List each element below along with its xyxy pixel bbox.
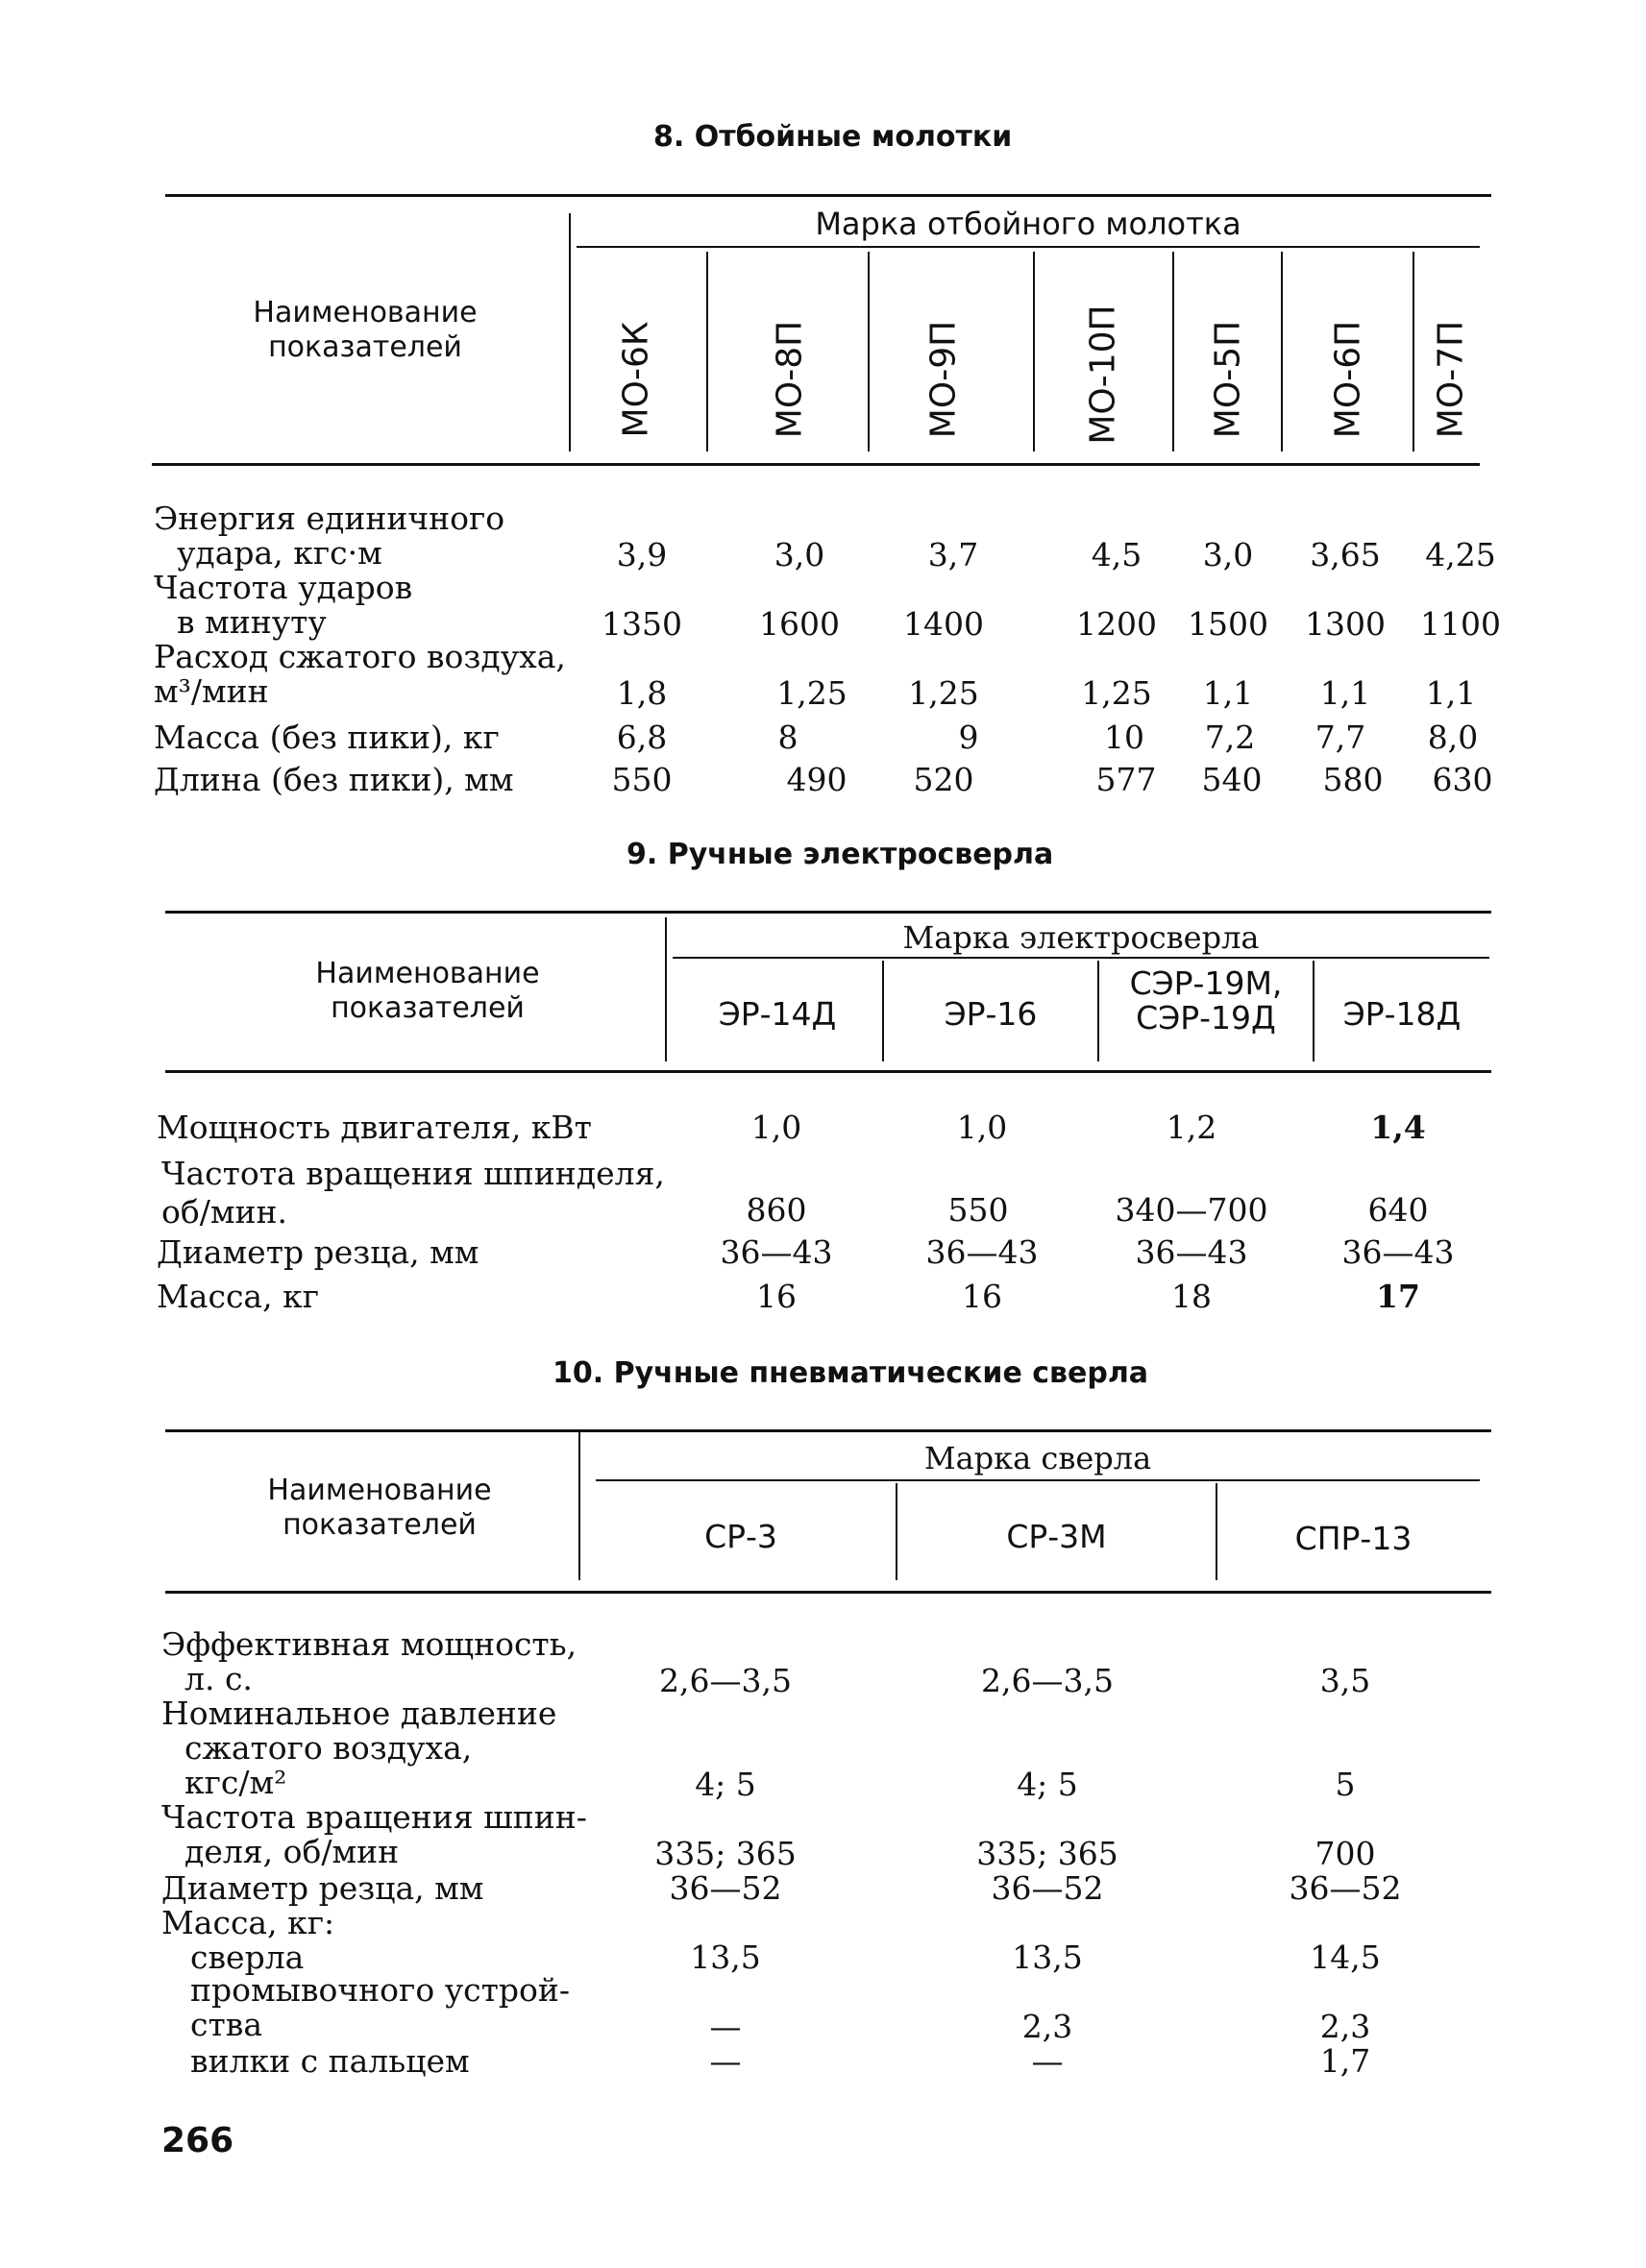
table9-cell: 1,0 — [956, 1109, 1008, 1146]
table9-cell: 1,2 — [1166, 1109, 1217, 1146]
table9-top-rule — [165, 911, 1491, 914]
table8-cell: 1200 — [1076, 605, 1157, 643]
table10-cell: 2,6—3,5 — [981, 1662, 1114, 1699]
table8-brand-divider — [1033, 252, 1035, 451]
table10-top-rule — [165, 1429, 1491, 1432]
table8-brand-divider — [1281, 252, 1283, 451]
table8-cell: 3,9 — [616, 536, 668, 573]
table10-brand: СР-3 — [704, 1518, 777, 1555]
table9-cell: 1,0 — [750, 1109, 802, 1146]
table8-caption: 8. Отбойные молотки — [653, 120, 1013, 154]
table10-row-label: Номинальное давление сжатого воздуха, кгс/м² — [161, 1695, 557, 1801]
table8-cell: 3,0 — [1202, 536, 1254, 573]
table9-cell: 16 — [756, 1278, 797, 1315]
table9-row-label: Диаметр резца, мм — [157, 1233, 479, 1271]
table10-cell: 2,3 — [1319, 2008, 1371, 2045]
table9-header-rule — [165, 1070, 1491, 1073]
table9-cell: 36—43 — [720, 1233, 833, 1271]
table8-cell: 1,25 — [1081, 674, 1152, 712]
table9-brand: СЭР-19М, СЭР-19Д — [1129, 964, 1283, 1036]
table8-row-label: Энергия единичного удара, кгс·м — [154, 500, 505, 572]
table8-brand: МО-6К — [616, 321, 656, 438]
table8-cell: 520 — [913, 761, 974, 798]
table8-cell: 1400 — [903, 605, 984, 643]
table9-header-label: Наименование показателей — [315, 957, 540, 1025]
table10-brand: СР-3М — [1006, 1518, 1107, 1555]
table10-cell: 36—52 — [991, 1869, 1104, 1907]
table9-caption: 9. Ручные электросверла — [626, 838, 1054, 871]
table8-cell: 6,8 — [616, 719, 668, 756]
table9-group-rule — [673, 957, 1489, 959]
table9-cell: 860 — [746, 1191, 807, 1229]
table9-cell: 1,4 — [1370, 1109, 1426, 1146]
table9-cell: 16 — [962, 1278, 1002, 1315]
table9-group-header: Марка электросверла — [902, 919, 1260, 956]
table8-brand: МО-6П — [1328, 320, 1368, 439]
table10-row-label: промывочного устрой- ства — [190, 1971, 570, 2043]
table9-col-divider — [665, 917, 667, 1061]
table10-cell: 36—52 — [669, 1869, 782, 1907]
table10-cell: 700 — [1314, 1835, 1376, 1872]
table8-brand: МО-10П — [1083, 305, 1123, 445]
table9-row-label: Частота вращения шпинделя, об/мин. — [161, 1155, 665, 1231]
table8-cell: 1,25 — [776, 674, 848, 712]
table10-cell: 4; 5 — [1017, 1766, 1078, 1803]
table10-cell: 4; 5 — [695, 1766, 756, 1803]
table10-cell: 335; 365 — [654, 1835, 797, 1872]
page-number: 266 — [161, 2121, 234, 2160]
table8-top-rule — [165, 194, 1491, 197]
table10-group-rule — [596, 1479, 1480, 1481]
table9-cell: 18 — [1171, 1278, 1212, 1315]
table9-row-label: Мощность двигателя, кВт — [157, 1109, 592, 1146]
table8-cell: 540 — [1201, 761, 1263, 798]
table8-cell: 630 — [1432, 761, 1493, 798]
table8-cell: 1300 — [1305, 605, 1386, 643]
table8-header-label: Наименование показателей — [253, 296, 478, 364]
table8-cell: 1500 — [1188, 605, 1268, 643]
table10-cell: — — [709, 2042, 742, 2080]
table10-cell: 3,5 — [1319, 1662, 1371, 1699]
table10-cell: 36—52 — [1289, 1869, 1402, 1907]
table10-cell: 5 — [1335, 1766, 1356, 1803]
table8-cell: 1600 — [759, 605, 840, 643]
table8-cell: 10 — [1104, 719, 1144, 756]
table8-row-label: Частота ударов в минуту — [154, 569, 413, 641]
table8-col-divider — [569, 213, 571, 451]
table8-row-label: Расход сжатого воздуха, м³/мин — [154, 638, 566, 710]
table8-row-label: Длина (без пики), мм — [154, 761, 514, 798]
table8-cell: 4,25 — [1425, 536, 1496, 573]
table8-cell: 1,25 — [908, 674, 979, 712]
table9-brand: ЭР-18Д — [1342, 995, 1462, 1033]
table10-cell: 2,3 — [1021, 2008, 1073, 2045]
table8-cell: 8,0 — [1427, 719, 1479, 756]
table8-cell: 1,8 — [616, 674, 668, 712]
table10-header-rule — [165, 1591, 1491, 1594]
table10-cell: 2,6—3,5 — [659, 1662, 792, 1699]
table8-cell: 1,1 — [1319, 674, 1371, 712]
table8-brand: МО-8П — [770, 320, 810, 439]
table8-cell: 550 — [611, 761, 673, 798]
table8-brand-divider — [1172, 252, 1174, 451]
table10-row-label: Эффективная мощность, л. с. — [161, 1625, 577, 1697]
table10-cell: — — [709, 2008, 742, 2045]
table8-cell: 3,0 — [774, 536, 825, 573]
table9-cell: 340—700 — [1115, 1191, 1268, 1229]
table9-brand: ЭР-16 — [944, 995, 1038, 1033]
table8-cell: 577 — [1095, 761, 1157, 798]
table9-cell: 640 — [1367, 1191, 1429, 1229]
table8-cell: 8 — [777, 719, 798, 756]
table8-cell: 1100 — [1420, 605, 1501, 643]
table8-brand: МО-5П — [1208, 320, 1248, 439]
table9-row-label: Масса, кг — [157, 1278, 319, 1315]
table10-col-divider — [578, 1431, 580, 1580]
table10-caption: 10. Ручные пневматические сверла — [553, 1356, 1149, 1390]
table10-row-label: вилки с пальцем — [190, 2042, 470, 2080]
table8-cell: 1350 — [602, 605, 682, 643]
table10-cell: 1,7 — [1319, 2042, 1371, 2080]
table10-cell: 335; 365 — [976, 1835, 1118, 1872]
table8-cell: 3,65 — [1310, 536, 1381, 573]
table9-brand: ЭР-14Д — [718, 995, 837, 1033]
table8-brand: МО-9П — [923, 320, 964, 439]
table8-brand-divider — [1413, 252, 1414, 451]
table8-cell: 3,7 — [927, 536, 979, 573]
table9-cell: 36—43 — [925, 1233, 1039, 1271]
table10-cell: 13,5 — [690, 1939, 761, 1976]
table9-cell: 36—43 — [1341, 1233, 1455, 1271]
table8-row-label: Масса (без пики), кг — [154, 719, 500, 756]
table10-row-label: сверла — [190, 1939, 305, 1976]
table8-brand-divider — [706, 252, 708, 451]
table8-group-header: Марка отбойного молотка — [815, 206, 1241, 242]
table8-cell: 490 — [786, 761, 848, 798]
table8-group-rule — [577, 246, 1480, 248]
table8-brand-divider — [868, 252, 870, 451]
table8-brand: МО-7П — [1431, 320, 1471, 439]
table8-header-rule — [152, 463, 1480, 466]
table10-cell: 13,5 — [1012, 1939, 1083, 1976]
table10-cell: 14,5 — [1310, 1939, 1381, 1976]
table9-cell: 550 — [947, 1191, 1009, 1229]
table9-cell: 36—43 — [1135, 1233, 1248, 1271]
table8-cell: 7,7 — [1314, 719, 1366, 756]
table10-row-label: Масса, кг: — [161, 1904, 335, 1941]
table10-cell: — — [1031, 2042, 1064, 2080]
table10-brand: СПР-13 — [1294, 1520, 1413, 1557]
table8-cell: 580 — [1322, 761, 1384, 798]
table10-header-label: Наименование показателей — [267, 1474, 492, 1542]
table8-cell: 9 — [958, 719, 979, 756]
table10-row-label: Диаметр резца, мм — [161, 1869, 484, 1907]
table8-cell: 1,1 — [1202, 674, 1254, 712]
table8-cell: 1,1 — [1425, 674, 1477, 712]
table10-row-label: Частота вращения шпин- деля, об/мин — [161, 1798, 587, 1870]
table9-cell: 17 — [1376, 1278, 1420, 1315]
table8-cell: 7,2 — [1204, 719, 1256, 756]
table10-group-header: Марка сверла — [923, 1440, 1152, 1476]
table8-cell: 4,5 — [1091, 536, 1142, 573]
